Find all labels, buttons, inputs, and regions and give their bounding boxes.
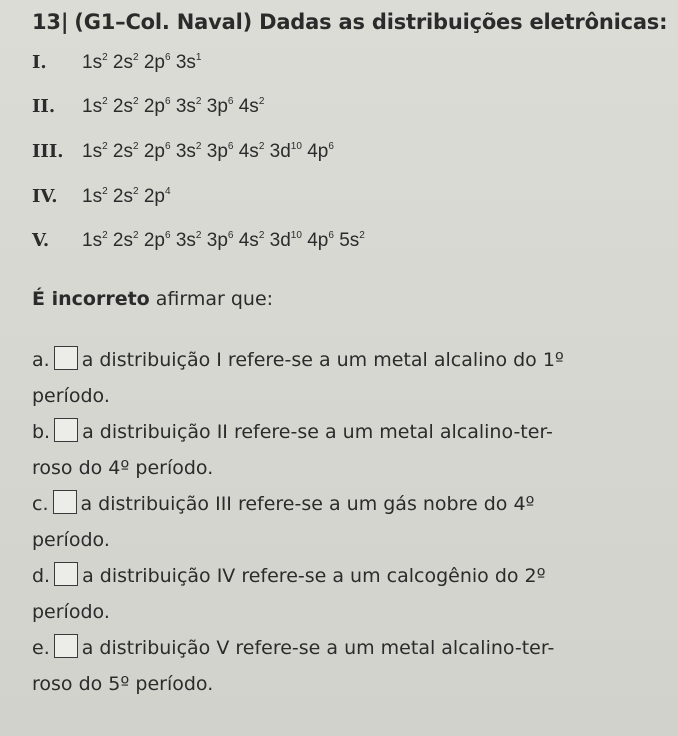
electron-configuration <box>82 186 171 207</box>
electron-count: 2 <box>133 230 139 241</box>
prompt-emphasis: É incorreto <box>32 288 150 310</box>
electron-count: 6 <box>164 141 171 152</box>
option-text: a distribuição II refere-se a um metal alcalino-ter- <box>82 421 553 443</box>
electron-count: 2 <box>133 141 139 152</box>
option-text: a distribuição IV refere-se a um calcogênio do 2º <box>82 565 546 587</box>
electron-configuration <box>82 96 264 117</box>
electron-count: 6 <box>164 96 171 107</box>
orbital-term: 4s <box>238 96 259 117</box>
orbital-term: 5s <box>339 230 360 251</box>
orbital-term: 2s <box>112 230 133 251</box>
electron-count: 2 <box>195 141 202 152</box>
option-text: a distribuição III refere-se a um gás nobre do 4º <box>80 493 535 515</box>
configuration-label: V. <box>32 230 50 251</box>
option-letter: a. <box>32 349 50 371</box>
question-number: 13| <box>32 10 69 34</box>
prompt-rest: afirmar que: <box>149 288 274 310</box>
electron-count: 1 <box>195 52 202 63</box>
orbital-term: 2p <box>143 186 165 207</box>
orbital-term: 3s <box>175 230 196 251</box>
orbital-term: 3s <box>175 96 196 117</box>
electron-count: 2 <box>359 230 365 241</box>
option-checkbox[interactable] <box>53 490 77 514</box>
option-text-continued: período. <box>32 529 110 551</box>
orbital-term: 2p <box>143 141 165 162</box>
electron-configuration <box>82 230 365 251</box>
orbital-term: 2s <box>112 52 133 73</box>
electron-count: 2 <box>195 230 202 241</box>
answer-option <box>32 414 662 486</box>
electron-count: 6 <box>164 52 171 63</box>
electron-count: 6 <box>164 230 171 241</box>
orbital-term: 1s <box>82 230 103 251</box>
electron-count: 2 <box>258 141 265 152</box>
option-checkbox[interactable] <box>54 634 78 658</box>
electron-count: 2 <box>133 186 139 197</box>
configuration-label: I. <box>32 52 47 73</box>
electron-count: 2 <box>102 230 108 241</box>
orbital-term: 1s <box>82 52 103 73</box>
orbital-term: 4p <box>307 230 329 251</box>
option-checkbox[interactable] <box>54 346 78 370</box>
option-text: a distribuição V refere-se a um metal alcalino-ter- <box>81 637 555 659</box>
option-text-continued: roso do 4º período. <box>32 457 214 479</box>
configuration-row <box>32 186 171 208</box>
electron-configuration <box>82 52 201 73</box>
electron-count: 10 <box>290 141 302 152</box>
electron-count: 6 <box>227 96 234 107</box>
orbital-term: 4s <box>238 141 259 162</box>
orbital-term: 4s <box>238 230 259 251</box>
electron-count: 4 <box>164 186 171 197</box>
configuration-row <box>32 52 201 74</box>
orbital-term: 3d <box>269 141 291 162</box>
orbital-term: 3d <box>269 230 291 251</box>
option-text-continued: período. <box>32 601 110 623</box>
electron-count: 2 <box>102 96 108 107</box>
answer-option <box>32 486 662 558</box>
electron-count: 2 <box>102 141 108 152</box>
question-prompt <box>32 288 273 310</box>
configuration-row <box>32 141 334 163</box>
orbital-term: 3p <box>206 230 228 251</box>
question-title: (G1–Col. Naval) Dadas as distribuições eletrônicas: <box>74 10 668 34</box>
option-text-continued: roso do 5º período. <box>32 673 214 695</box>
option-letter: b. <box>32 421 51 443</box>
orbital-term: 3p <box>206 141 228 162</box>
orbital-term: 1s <box>82 96 103 117</box>
electron-count: 6 <box>328 230 334 241</box>
electron-count: 2 <box>258 96 265 107</box>
orbital-term: 2s <box>112 186 133 207</box>
option-text-continued: período. <box>32 385 110 407</box>
question-header <box>32 10 667 34</box>
electron-count: 2 <box>133 96 139 107</box>
electron-count: 2 <box>195 96 202 107</box>
electron-count: 2 <box>133 52 139 63</box>
answer-option <box>32 630 662 702</box>
option-text: a distribuição I refere-se a um metal alcalino do 1º <box>81 349 564 371</box>
option-checkbox[interactable] <box>54 562 78 586</box>
electron-count: 6 <box>328 141 334 152</box>
electron-count: 10 <box>290 230 302 241</box>
option-letter: e. <box>32 637 50 659</box>
electron-count: 2 <box>102 186 108 197</box>
electron-configuration <box>82 141 334 162</box>
orbital-term: 2p <box>143 52 165 73</box>
orbital-term: 2p <box>143 230 165 251</box>
orbital-term: 1s <box>82 186 103 207</box>
electron-count: 2 <box>102 52 108 63</box>
configuration-row <box>32 230 365 252</box>
orbital-term: 2p <box>143 96 165 117</box>
answer-option <box>32 342 662 414</box>
option-checkbox[interactable] <box>54 418 78 442</box>
electron-count: 6 <box>227 141 234 152</box>
configuration-label: IV. <box>32 186 58 207</box>
option-letter: d. <box>32 565 51 587</box>
option-letter: c. <box>32 493 49 515</box>
orbital-term: 1s <box>82 141 103 162</box>
electron-count: 2 <box>258 230 265 241</box>
configuration-row <box>32 96 264 118</box>
configuration-label: II. <box>32 96 56 117</box>
orbital-term: 3p <box>206 96 228 117</box>
orbital-term: 3s <box>175 141 196 162</box>
electron-count: 6 <box>227 230 234 241</box>
configuration-label: III. <box>32 141 64 162</box>
answer-option <box>32 558 662 630</box>
orbital-term: 3s <box>175 52 196 73</box>
orbital-term: 2s <box>112 141 133 162</box>
orbital-term: 4p <box>307 141 329 162</box>
orbital-term: 2s <box>112 96 133 117</box>
